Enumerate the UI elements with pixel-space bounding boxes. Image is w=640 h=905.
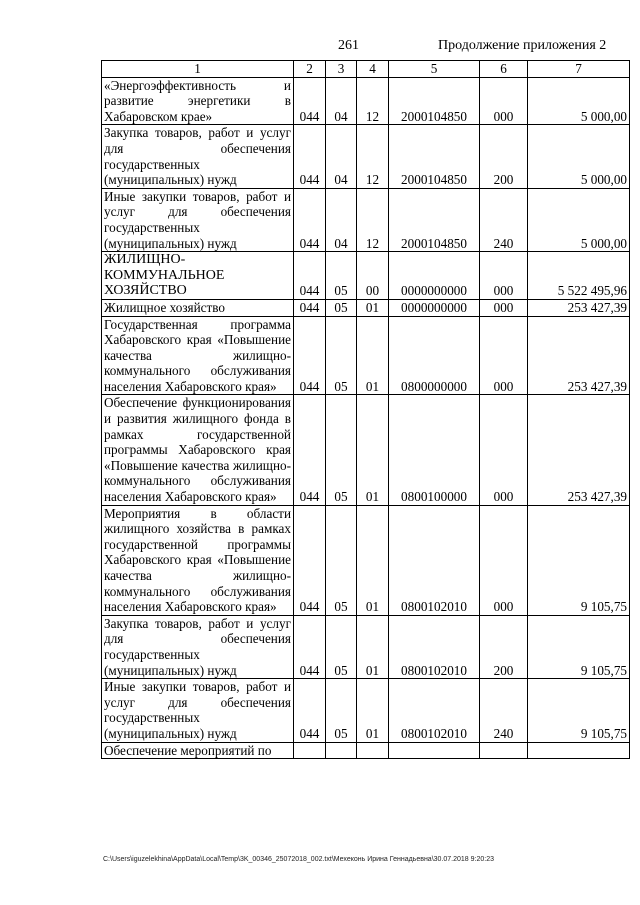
- table-row: [102, 188, 630, 251]
- ministry-code-cell: 044: [294, 505, 326, 615]
- target-article-cell: 0000000000: [389, 252, 480, 300]
- section-code-cell: [326, 742, 357, 759]
- row-name-cell: Закупка товаров, работ и услуг для обеспечения государственных (муниципальных) нужд: [102, 615, 294, 678]
- appendix-continuation-label: Продолжение приложения 2: [438, 38, 607, 53]
- row-name-cell: «Энергоэффективность и развитие энергетики в Хабаровском крае»: [102, 77, 294, 125]
- target-article-cell: [389, 742, 480, 759]
- table-row: [102, 505, 630, 615]
- target-article-cell: 2000104850: [389, 188, 480, 251]
- column-header: 2: [294, 61, 326, 78]
- table-row: [102, 299, 630, 316]
- target-article-cell: 0800102010: [389, 615, 480, 678]
- column-header: 5: [389, 61, 480, 78]
- column-number-header-row: [102, 61, 630, 78]
- target-article-cell: 2000104850: [389, 125, 480, 188]
- row-name-cell: Мероприятия в области жилищного хозяйства в рамках государственной программы Хабаровского края «Повышение качества жилищно-коммунального обслуживания населения Хабаровского края»: [102, 505, 294, 615]
- amount-cell: 9 105,75: [528, 615, 630, 678]
- row-name-cell: Иные закупки товаров, работ и услуг для обеспечения государственных (муниципальных) нужд: [102, 679, 294, 742]
- table-row: [102, 742, 630, 759]
- amount-cell: 5 522 495,96: [528, 252, 630, 300]
- subsection-code-cell: 12: [357, 77, 389, 125]
- expense-type-cell: 200: [480, 615, 528, 678]
- expense-type-cell: 200: [480, 125, 528, 188]
- ministry-code-cell: 044: [294, 679, 326, 742]
- table-row: [102, 395, 630, 505]
- row-name-cell: Обеспечение функционирования и развития жилищного фонда в рамках государственной программы Хабаровского края «Повышение качества жилищно-коммунального обслуживания населения Хабаровского края»: [102, 395, 294, 505]
- amount-cell: 253 427,39: [528, 299, 630, 316]
- subsection-code-cell: 01: [357, 615, 389, 678]
- amount-cell: 5 000,00: [528, 125, 630, 188]
- expense-type-cell: 240: [480, 188, 528, 251]
- expense-type-cell: 240: [480, 679, 528, 742]
- budget-table: [101, 60, 630, 759]
- expense-type-cell: 000: [480, 77, 528, 125]
- target-article-cell: 0800000000: [389, 316, 480, 395]
- expense-type-cell: [480, 742, 528, 759]
- amount-cell: 9 105,75: [528, 505, 630, 615]
- page-number: 261: [338, 38, 359, 53]
- target-article-cell: 0800102010: [389, 679, 480, 742]
- table-row: [102, 615, 630, 678]
- section-code-cell: 05: [326, 505, 357, 615]
- amount-cell: 9 105,75: [528, 679, 630, 742]
- section-code-cell: 05: [326, 252, 357, 300]
- row-name-cell: Закупка товаров, работ и услуг для обеспечения государственных (муниципальных) нужд: [102, 125, 294, 188]
- expense-type-cell: 000: [480, 299, 528, 316]
- subsection-code-cell: 01: [357, 316, 389, 395]
- section-code-cell: 04: [326, 188, 357, 251]
- target-article-cell: 0800102010: [389, 505, 480, 615]
- expense-type-cell: 000: [480, 395, 528, 505]
- section-code-cell: 05: [326, 395, 357, 505]
- section-code-cell: 05: [326, 316, 357, 395]
- target-article-cell: 0800100000: [389, 395, 480, 505]
- section-code-cell: 05: [326, 679, 357, 742]
- subsection-code-cell: 00: [357, 252, 389, 300]
- amount-cell: 253 427,39: [528, 395, 630, 505]
- amount-cell: 5 000,00: [528, 188, 630, 251]
- ministry-code-cell: 044: [294, 316, 326, 395]
- amount-cell: 253 427,39: [528, 316, 630, 395]
- subsection-code-cell: [357, 742, 389, 759]
- section-code-cell: 05: [326, 615, 357, 678]
- ministry-code-cell: 044: [294, 252, 326, 300]
- table-row: [102, 316, 630, 395]
- ministry-code-cell: 044: [294, 395, 326, 505]
- amount-cell: [528, 742, 630, 759]
- ministry-code-cell: 044: [294, 125, 326, 188]
- column-header: 7: [528, 61, 630, 78]
- table-row: [102, 252, 630, 300]
- expense-type-cell: 000: [480, 505, 528, 615]
- ministry-code-cell: 044: [294, 77, 326, 125]
- expense-type-cell: 000: [480, 252, 528, 300]
- ministry-code-cell: 044: [294, 188, 326, 251]
- subsection-code-cell: 12: [357, 125, 389, 188]
- ministry-code-cell: [294, 742, 326, 759]
- table-row: [102, 77, 630, 125]
- table-row: [102, 125, 630, 188]
- row-name-cell: Обеспечение мероприятий по: [102, 742, 294, 759]
- column-header: 1: [102, 61, 294, 78]
- subsection-code-cell: 01: [357, 679, 389, 742]
- target-article-cell: 0000000000: [389, 299, 480, 316]
- row-name-cell: Жилищное хозяйство: [102, 299, 294, 316]
- column-header: 3: [326, 61, 357, 78]
- table-row: [102, 679, 630, 742]
- section-code-cell: 04: [326, 77, 357, 125]
- column-header: 4: [357, 61, 389, 78]
- section-code-cell: 04: [326, 125, 357, 188]
- row-name-cell: Государственная программа Хабаровского края «Повышение качества жилищно-коммунального обслуживания населения Хабаровского края»: [102, 316, 294, 395]
- row-name-cell: ЖИЛИЩНО-КОММУНАЛЬНОЕ ХОЗЯЙСТВО: [102, 252, 294, 300]
- row-name-cell: Иные закупки товаров, работ и услуг для обеспечения государственных (муниципальных) нужд: [102, 188, 294, 251]
- subsection-code-cell: 01: [357, 505, 389, 615]
- ministry-code-cell: 044: [294, 299, 326, 316]
- amount-cell: 5 000,00: [528, 77, 630, 125]
- subsection-code-cell: 01: [357, 299, 389, 316]
- column-header: 6: [480, 61, 528, 78]
- subsection-code-cell: 12: [357, 188, 389, 251]
- section-code-cell: 05: [326, 299, 357, 316]
- expense-type-cell: 000: [480, 316, 528, 395]
- ministry-code-cell: 044: [294, 615, 326, 678]
- file-path-footer: C:\Users\iguzelekhina\AppData\Local\Temp\3K_00346_25072018_002.txt\Мехеконь Ирина Геннадьевна\30.07.2018 9:20:23: [103, 856, 494, 863]
- subsection-code-cell: 01: [357, 395, 389, 505]
- target-article-cell: 2000104850: [389, 77, 480, 125]
